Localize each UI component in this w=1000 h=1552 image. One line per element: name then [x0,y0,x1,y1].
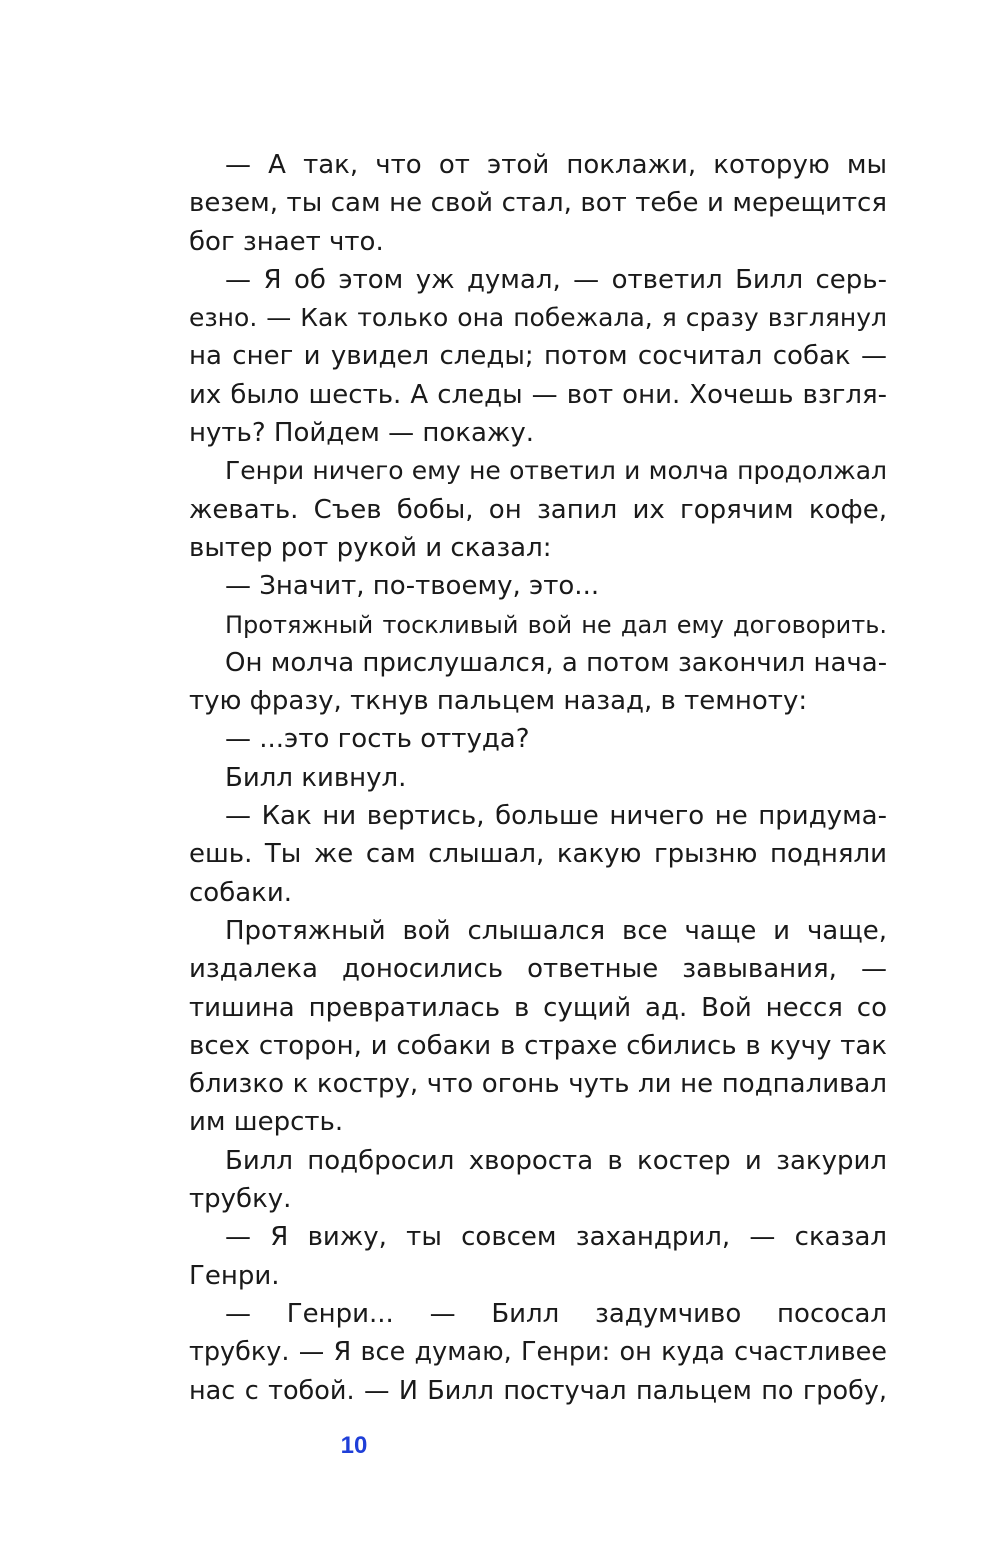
text-line: — ...это гость оттуда? [225,724,530,755]
text-line: Генри. [189,1260,280,1291]
page-number: 10 [340,1432,368,1459]
text-line: Билл подбросил хвороста в костер и закурил [225,1145,887,1176]
text-line: трубку. [189,1184,292,1215]
text-line: ешь. Ты же сам слышал, какую грызню подняли [189,839,887,870]
text-line: — А так, что от этой поклажи, которую мы [225,150,887,180]
text-line: — Генри... — Билл задумчиво пососал [225,1298,887,1329]
text-line: вытер рот рукой и сказал: [189,532,552,563]
text-line: жевать. Съев бобы, он запил их горячим кофе, [189,494,887,525]
text-line: Протяжный тоскливый вой не дал ему договорить. [225,610,887,639]
text-line: нас с тобой. — И Билл постучал пальцем по гробу, [189,1375,887,1406]
text-line: всех сторон, и собаки в страхе сбились в кучу так [189,1030,887,1061]
text-line: — Значит, по-твоему, это... [225,571,600,602]
text-line: тишина превратилась в сущий ад. Вой несся со [189,992,887,1023]
text-line: тую фразу, ткнув пальцем назад, в темноту: [189,686,808,717]
text-line: близко к костру, что огонь чуть ли не подпаливал [189,1069,887,1100]
text-line: на снег и увидел следы; потом сосчитал собак — [189,341,887,372]
text-line: — Как ни вертись, больше ничего не придума- [225,801,887,832]
text-line: трубку. — Я все думаю, Генри: он куда счастливее [189,1337,887,1368]
text-line: издалека доносились ответные завывания, — [189,954,887,985]
text-line: собаки. [189,877,293,908]
text-line: бог знает что. [189,226,384,257]
text-line: езно. — Как только она побежала, я сразу взглянул [189,303,887,333]
text-line: Протяжный вой слышался все чаще и чаще, [225,915,887,946]
text-line: — Я об этом уж думал, — ответил Билл серь- [225,264,887,295]
text-line: везем, ты сам не свой стал, вот тебе и мерещится [189,188,887,219]
text-line: — Я вижу, ты совсем захандрил, — сказал [225,1222,887,1253]
text-line: Генри ничего ему не ответил и молча продолжал [225,456,887,486]
text-line: Билл кивнул. [225,762,407,793]
body-text [189,146,887,1410]
text-line: им шерсть. [189,1107,344,1138]
text-line: нуть? Пойдем — покажу. [189,418,535,449]
text-line: их было шесть. А следы — вот они. Хочешь взгля- [189,379,887,410]
text-line: Он молча прислушался, а потом закончил нача- [225,647,888,678]
